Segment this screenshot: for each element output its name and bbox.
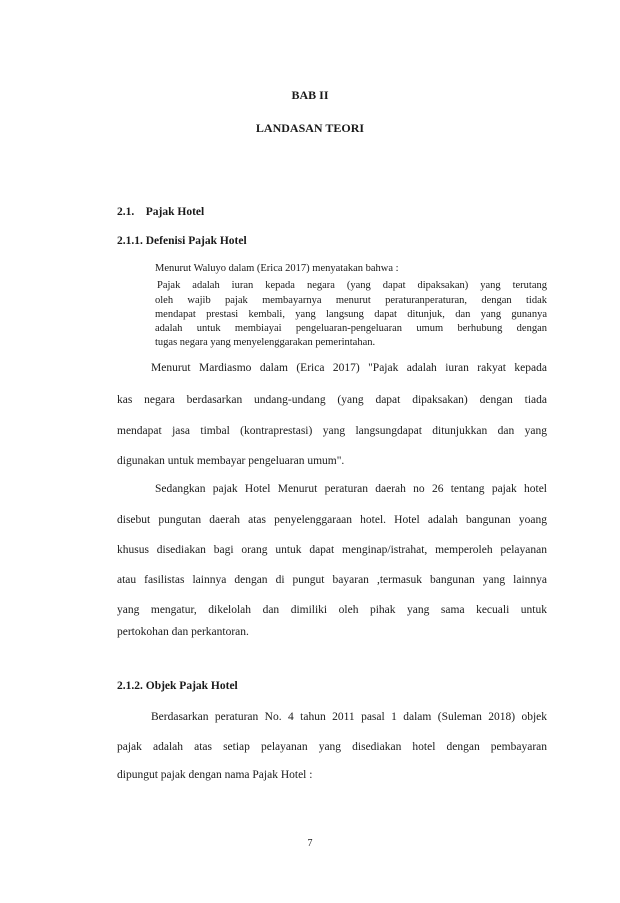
- quote-line: tugas negara yang menyelenggarakan pemerintahan.: [155, 337, 376, 348]
- section-heading-2-1-2: 2.1.2. Objek Pajak Hotel: [117, 680, 238, 692]
- quote-line: adalah untuk membiayai pengeluaran-pengeluaran umum berhubung dengan: [155, 323, 547, 334]
- paragraph-line: atau fasilistas lainnya dengan di pungut bayaran ,termasuk bangunan yang lainnya: [117, 574, 547, 586]
- paragraph-line: pertokohan dan perkantoran.: [117, 626, 249, 638]
- paragraph-line: dipungut pajak dengan nama Pajak Hotel :: [117, 769, 313, 781]
- section-heading-2-1: 2.1. Pajak Hotel: [117, 206, 205, 218]
- paragraph-line: Sedangkan pajak Hotel Menurut peraturan daerah no 26 tentang pajak hotel: [155, 483, 547, 495]
- chapter-number: BAB II: [291, 88, 329, 102]
- page-number: 7: [307, 838, 313, 849]
- paragraph-line: Menurut Mardiasmo dalam (Erica 2017) "Pajak adalah iuran rakyat kepada: [151, 362, 547, 374]
- paragraph-line: Berdasarkan peraturan No. 4 tahun 2011 pasal 1 dalam (Suleman 2018) objek: [151, 711, 547, 723]
- quote-intro: Menurut Waluyo dalam (Erica 2017) menyatakan bahwa :: [155, 263, 399, 274]
- chapter-title: LANDASAN TEORI: [255, 121, 365, 135]
- quote-line: mendapat prestasi kembali, yang langsung dapat ditunjuk, dan yang gunanya: [155, 309, 547, 320]
- paragraph-line: khusus disediakan bagi orang untuk dapat menginap/istrahat, memperoleh pelayanan: [117, 544, 547, 556]
- paragraph-line: yang mengatur, dikelolah dan dimiliki oleh pihak yang sama kecuali untuk: [117, 604, 547, 616]
- paragraph-line: digunakan untuk membayar pengeluaran umum".: [117, 455, 345, 467]
- paragraph-line: pajak adalah atas setiap pelayanan yang disediakan hotel dengan pembayaran: [117, 741, 547, 753]
- quote-line: Pajak adalah iuran kepada negara (yang dapat dipaksakan) yang terutang: [157, 280, 547, 291]
- paragraph-line: mendapat jasa timbal (kontraprestasi) yang langsungdapat ditunjukkan dan yang: [117, 425, 547, 437]
- paragraph-line: disebut pungutan daerah atas penyelenggaraan hotel. Hotel adalah bangunan yoang: [117, 514, 547, 526]
- paragraph-line: kas negara berdasarkan undang-undang (yang dapat dipaksakan) dengan tiada: [117, 394, 547, 406]
- quote-line: oleh wajib pajak membayarnya menurut peraturanperaturan, dengan tidak: [155, 295, 547, 306]
- section-heading-2-1-1: 2.1.1. Defenisi Pajak Hotel: [117, 235, 247, 247]
